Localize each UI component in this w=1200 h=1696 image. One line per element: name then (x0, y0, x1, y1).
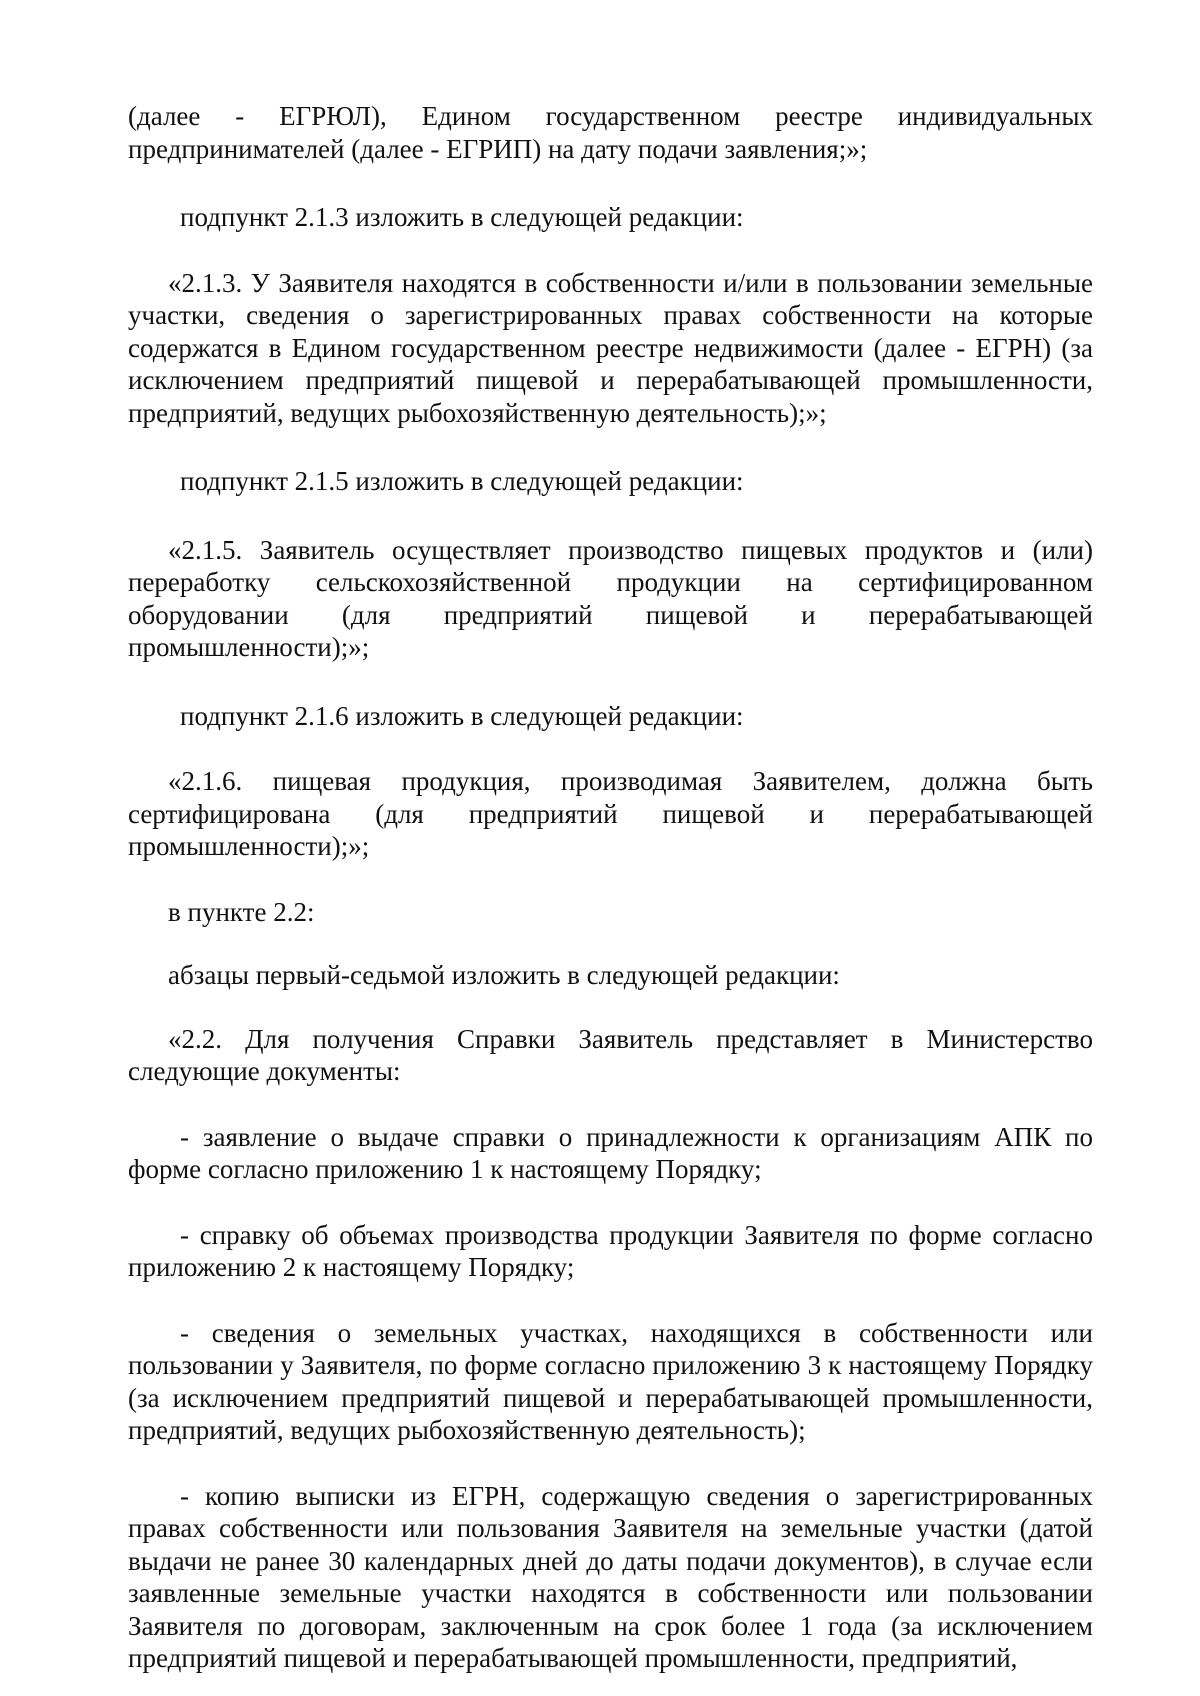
paragraph-subitem-2-1-5-text: «2.1.5. Заявитель осуществляет производство пищевых продуктов и (или) переработку сельскохозяйственной продукции на сертифицированном оборудовании (для предприятий пищевой и перерабатывающей промышленности);»; (128, 534, 1093, 662)
paragraph-item-2-2-instruction: абзацы первый-седьмой изложить в следующей редакции: (168, 960, 840, 990)
paragraph-subitem-2-1-5-heading: подпункт 2.1.5 изложить в следующей редакции: (180, 466, 744, 496)
paragraph-subitem-2-1-3-text: «2.1.3. У Заявителя находятся в собственности и/или в пользовании земельные участки, сведения о зарегистрированных правах собственности на которые содержатся в Едином государственном реестре недвижимости (далее - ЕГРН) (за исключением предприятий пищевой и перерабатывающей промышленности, предприятий, ведущих рыбохозяйственную деятельность);»; (128, 267, 1093, 428)
paragraph-continuation: (далее - ЕГРЮЛ), Едином государственном реестре индивидуальных предпринимателей (далее - ЕГРИП) на дату подачи заявления;»; (128, 101, 1093, 164)
list-item-production-volume: - справку об объемах производства продукции Заявителя по форме согласно приложению 2 к настоящему Порядку; (128, 1219, 1093, 1282)
paragraph-item-2-2-heading: в пункте 2.2: (168, 896, 315, 927)
paragraph-item-2-2-text: «2.2. Для получения Справки Заявитель представляет в Министерство следующие документы: (128, 1023, 1093, 1086)
paragraph-subitem-2-1-6-text: «2.1.6. пищевая продукция, производимая Заявителем, должна быть сертифицирована (для предприятий пищевой и перерабатывающей промышленности);»; (128, 766, 1093, 861)
document-body (128, 100, 1093, 1675)
list-item-land-plots: - сведения о земельных участках, находящихся в собственности или пользовании у Заявителя, по форме согласно приложению 3 к настоящему Порядку (за исключением предприятий пищевой и перерабатывающей промышленности, предприятий, ведущих рыбохозяйственную деятельность); (128, 1317, 1093, 1445)
list-item-egrn-extract: - копию выписки из ЕГРН, содержащую сведения о зарегистрированных правах собственности или пользования Заявителя на земельные участки (датой выдачи не ранее 30 календарных дней до даты подачи документов), в случае если заявленные земельные участки находятся в собственности или пользовании Заявителя по договорам, заключенным на срок более 1 года (за исключением предприятий пищевой и перерабатывающей промышленности, предприятий, (128, 1480, 1093, 1673)
paragraph-subitem-2-1-3-heading: подпункт 2.1.3 изложить в следующей редакции: (180, 202, 744, 232)
paragraph-subitem-2-1-6-heading: подпункт 2.1.6 изложить в следующей редакции: (180, 700, 744, 731)
list-item-application: - заявление о выдаче справки о принадлежности к организациям АПК по форме согласно приложению 1 к настоящему Порядку; (128, 1121, 1093, 1184)
